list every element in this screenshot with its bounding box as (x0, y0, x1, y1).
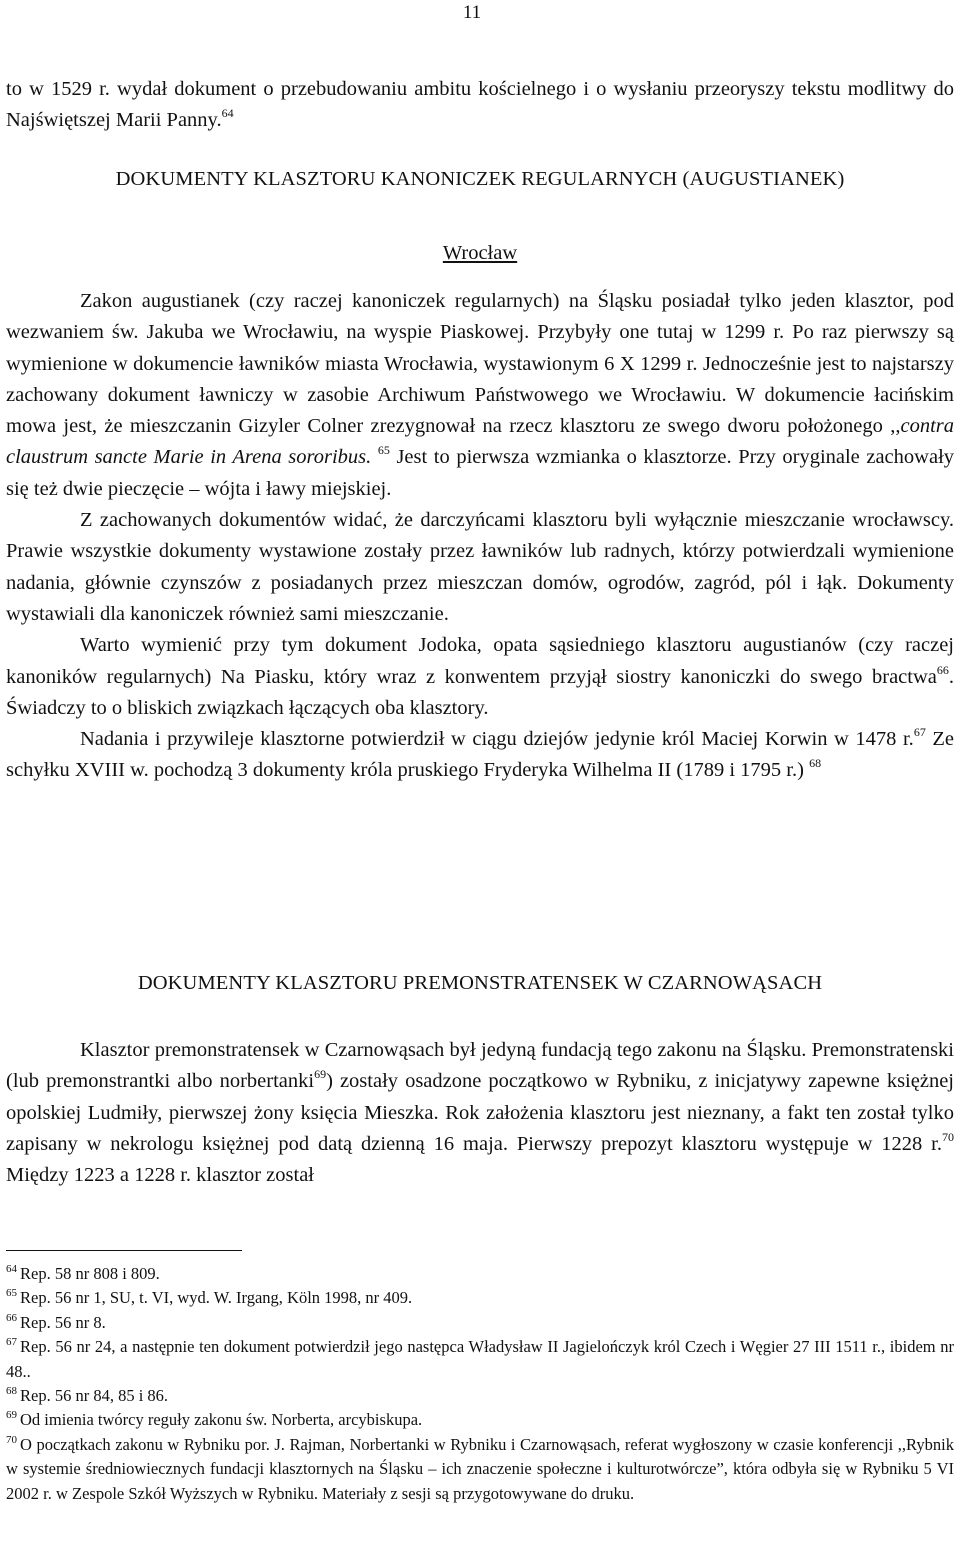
section1-paragraph-4 (6, 724, 954, 787)
footnote-number: 69 (6, 1409, 17, 1422)
section1-paragraph-1 (6, 286, 954, 505)
footnote-separator (6, 1250, 242, 1251)
section1-p3-text: Warto wymienić przy tym dokument Jodoka, opata sąsiedniego klasztoru augustianów (czy raczej kanoników regularnych) Na Piasku, który wraz z konwentem przyjął siostry kanoniczki do swego bractwa (6, 634, 954, 688)
section1-heading: DOKUMENTY KLASZTORU KANONICZEK REGULARNYCH (AUGUSTIANEK) (115, 168, 845, 190)
footnotes (6, 1262, 954, 1506)
intro-paragraph (6, 74, 954, 137)
footnote-text: Rep. 56 nr 24, a następnie ten dokument potwierdził jego następca Władysław II Jagielończyk król Czech i Węgier 27 III 1511 r., ibidem nr 48.. (6, 1337, 954, 1381)
footnote-66 (6, 1311, 954, 1335)
section1-text (6, 286, 954, 787)
section1-subheading: Wrocław (442, 242, 518, 265)
section1-block (6, 164, 954, 270)
section1-paragraph-2: Z zachowanych dokumentów widać, że darczyńcami klasztoru byli wyłącznie mieszczanie wrocławscy. Prawie wszystkie dokumenty wystawione zostały przez ławników lub radnych, którzy potwierdzali wymienione nadania, głównie czynszów z posiadanych przez mieszczan domów, ogrodów, zagród, pól i łąk. Dokumenty wystawiali dla kanoniczek również sami mieszczanie. (6, 509, 954, 625)
footnote-ref-68: 68 (809, 756, 822, 771)
footnote-number: 64 (6, 1263, 17, 1275)
footnote-ref-69: 69 (314, 1067, 327, 1082)
footnote-text: Rep. 58 nr 808 i 809. (20, 1264, 160, 1283)
page-number: 11 (462, 2, 482, 23)
footnote-64 (6, 1262, 954, 1286)
section1-p4-text: Nadania i przywileje klasztorne potwierdził w ciągu dziejów jedynie król Maciej Korwin w 1478 r. (80, 728, 914, 751)
footnote-text: Rep. 56 nr 8. (20, 1312, 106, 1332)
footnote-text: O początkach zakonu w Rybniku por. J. Rajman, Norbertanki w Rybniku i Czarnowąsach, referat wygłoszony w czasie konferencji ,,Rybnik w systemie średniowiecznych fundacji klasztornych na Śląsku – ich znaczenie społeczne i kulturotwórcze”, która odbyła się w Rybniku 5 VI 2002 r. w Zespole Szkół Wyższych w Rybniku. Materiały z sesji są przygotowywane do druku. (6, 1434, 954, 1503)
section2-heading: DOKUMENTY KLASZTORU PREMONSTRATENSEK W CZARNOWĄSACH (137, 972, 823, 994)
footnote-text: Rep. 56 nr 1, SU, t. VI, wyd. W. Irgang, Köln 1998, nr 409. (20, 1288, 413, 1308)
section2-text (6, 1035, 954, 1191)
footnote-number: 65 (6, 1287, 17, 1300)
intro-text: to w 1529 r. wydał dokument o przebudowaniu ambitu kościelnego i o wysłaniu przeoryszy tekstu modlitwy do Najświętszej Marii Panny. (6, 78, 954, 132)
footnote-number: 66 (6, 1311, 17, 1324)
footnote-text: Rep. 56 nr 84, 85 i 86. (20, 1386, 169, 1406)
footnote-ref-70: 70 (942, 1129, 954, 1144)
footnote-67 (6, 1335, 954, 1384)
footnote-ref-65: 65 (377, 443, 390, 458)
footnote-ref-64: 64 (221, 106, 234, 121)
section1-p4-text-cont: Ze schyłku XVIII w. pochodzą 3 dokumenty króla pruskiego Fryderyka Wilhelma II (1789 i 1795 r.) (6, 728, 955, 782)
footnote-text: Od imienia twórcy reguły zakonu św. Norberta, arcybiskupa. (20, 1410, 423, 1430)
section2-paragraph-1 (6, 1035, 954, 1191)
footnote-69 (6, 1408, 954, 1432)
footnote-68 (6, 1384, 954, 1408)
footnote-ref-66: 66 (936, 662, 949, 677)
section1-paragraph-3 (6, 630, 954, 724)
section2-p1-text: Klasztor premonstratensek w Czarnowąsach był jedyną fundacją tego zakonu na Śląsku. Premonstratenski (lub premonstrantki albo norbertanki (6, 1039, 954, 1093)
section1-p1-text-cont: Jest to pierwsza wzmianka o klasztorze. Przy oryginale zachowały się też dwie pieczęcie – wójta i ławy miejskiej. (6, 446, 955, 500)
section1-p1-text: Zakon augustianek (czy raczej kanoniczek regularnych) na Śląsku posiadał tylko jeden klasztor, pod wezwaniem św. Jakuba we Wrocławiu, na wyspie Piaskowej. Przybyły one tutaj w 1299 r. Po raz pierwszy są wymienione w dokumencie ławników miasta Wrocławia, wystawionym 6 X 1299 r. Jednocześnie jest to najstarszy zachowany dokument ławniczy w zasobie Archiwum Państwowego we Wrocławiu. W dokumencie łacińskim mowa jest, że mieszczanin Gizyler Colner zrezygnował na rzecz klasztoru ze swego dworu położonego ,, (6, 290, 954, 438)
footnote-65 (6, 1286, 954, 1310)
section1-p3-text-cont: . Świadczy to o bliskich związkach łączących oba klasztory. (6, 665, 954, 719)
body-text (6, 74, 954, 137)
footnote-number: 70 (6, 1433, 17, 1446)
footnote-70 (6, 1433, 954, 1506)
section2-block (6, 968, 954, 999)
footnote-ref-67: 67 (913, 725, 926, 740)
section2-p1-text-cont: ) zostały osadzone początkowo w Rybniku, z inicjatywy zapewne księżnej opolskiej Ludmiły, pierwszej żony księcia Mieszka. Rok założenia klasztoru jest nieznany, a fakt ten został tylko zapisany w nekrologu księżnej pod datą dzienną 16 maja. Pierwszy prepozyt klasztoru występuje w 1228 r. (6, 1070, 954, 1155)
latin-quote: contra claustrum sancte Marie in Arena sororibus. (6, 415, 954, 469)
footnote-number: 67 (6, 1336, 17, 1349)
footnote-number: 68 (6, 1385, 17, 1398)
section2-p1-text-end: Między 1223 a 1228 r. klasztor został (6, 1164, 315, 1187)
